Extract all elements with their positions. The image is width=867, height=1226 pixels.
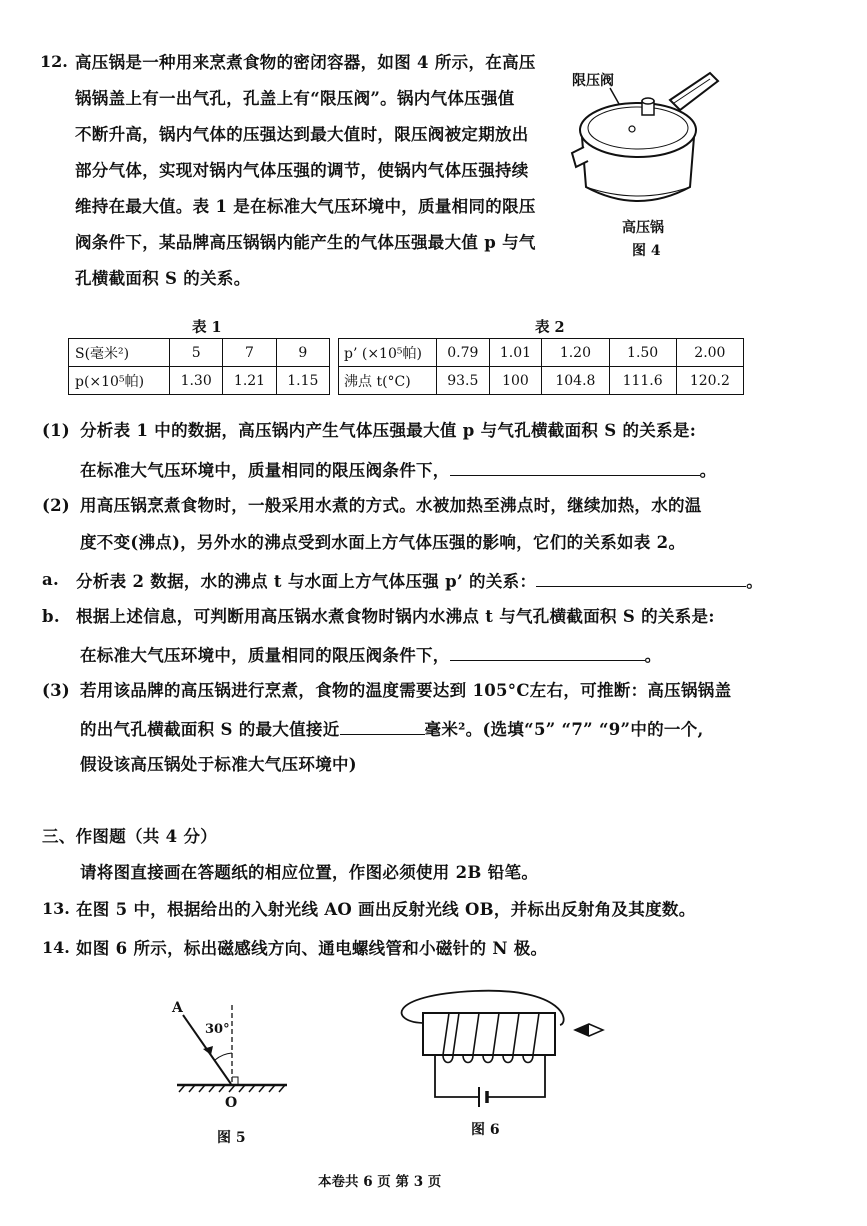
answer-blank[interactable] (536, 569, 746, 587)
figure-5 (165, 995, 295, 1145)
q12-line: 不断升高，锅内气体的压强达到最大值时，限压阀被定期放出 (75, 125, 529, 144)
sub-question-label: (2) (42, 496, 70, 515)
subb-line2-text: 在标准大气压环境中，质量相同的限压阀条件下， (80, 646, 450, 665)
table-cell: 1.15 (276, 367, 329, 395)
sub-question-label: a. (42, 570, 60, 589)
solenoid-diagram (385, 985, 625, 1120)
figure-5-caption: 图 5 (217, 1130, 246, 1146)
table-cell: 0.79 (437, 339, 490, 367)
table-cell: 5 (170, 339, 223, 367)
sub1-line2 (80, 458, 716, 482)
table-cell: 7 (223, 339, 276, 367)
answer-blank[interactable] (450, 643, 645, 661)
table-2-caption: 表 2 (535, 319, 565, 336)
section-instruction: 请将图直接画在答题纸的相应位置，作图必须使用 2B 铅笔。 (80, 863, 539, 882)
question-number-14: 14. (42, 938, 70, 957)
question-14-text: 如图 6 所示，标出磁感线方向、通电螺线管和小磁针的 N 极。 (76, 939, 548, 958)
q12-line: 阀条件下，某品牌高压锅锅内能产生的气体压强最大值 p 与气 (75, 233, 536, 252)
section-title: 三、作图题（共 4 分） (42, 827, 218, 846)
angle-label: 30° (205, 1022, 230, 1037)
suba-line (76, 569, 763, 593)
table-cell: 9 (276, 339, 329, 367)
table-cell: p(×10⁵帕) (69, 367, 170, 395)
q12-line: 孔横截面积 S 的关系。 (75, 269, 251, 288)
q12-line: 高压锅是一种用来烹煮食物的密闭容器，如图 4 所示，在高压 (75, 53, 536, 72)
cooker-label: 高压锅 (622, 220, 664, 236)
sub1-line1: 分析表 1 中的数据，高压锅内产生气体压强最大值 p 与气孔横截面积 S 的关系是: (80, 421, 697, 440)
suba-text: 分析表 2 数据，水的沸点 t 与水面上方气体压强 p’ 的关系： (76, 572, 537, 591)
table-2 (338, 338, 744, 395)
table-1 (68, 338, 330, 395)
table-row (69, 367, 330, 395)
sub3-line3: 假设该高压锅处于标准大气压环境中) (80, 755, 357, 774)
page-footer: 本卷共 6 页 第 3 页 (318, 1174, 442, 1190)
table-row (339, 339, 744, 367)
table-cell: 沸点 t(°C) (339, 367, 437, 395)
question-number-13: 13. (42, 899, 70, 918)
pressure-cooker-illustration (570, 55, 730, 215)
figure-6-caption: 图 6 (471, 1122, 500, 1138)
sub-question-label: (3) (42, 681, 70, 700)
sub-question-label: (1) (42, 421, 70, 440)
table-cell: 120.2 (676, 367, 743, 395)
subb-line1: 根据上述信息，可判断用高压锅水煮食物时锅内水沸点 t 与气孔横截面积 S 的关系是: (76, 607, 715, 626)
sub1-line2-text: 在标准大气压环境中，质量相同的限压阀条件下， (80, 461, 450, 480)
table-row (339, 367, 744, 395)
point-o-label: O (225, 1095, 238, 1111)
sub3-line2a: 的出气孔横截面积 S 的最大值接近 (80, 720, 340, 739)
subb-end: 。 (644, 646, 662, 665)
q12-line: 维持在最大值。表 1 是在标准大气压环境中，质量相同的限压 (75, 197, 536, 216)
valve-label: 限压阀 (572, 73, 614, 89)
table-cell: 1.01 (489, 339, 542, 367)
table-cell: 93.5 (437, 367, 490, 395)
table-cell: 1.50 (609, 339, 676, 367)
table-1-caption: 表 1 (192, 319, 222, 336)
suba-end: 。 (746, 572, 764, 591)
table-row (69, 339, 330, 367)
answer-blank[interactable] (450, 458, 700, 476)
table-cell: 2.00 (676, 339, 743, 367)
sub-question-label: b. (42, 607, 60, 626)
table-cell: p’ (×10⁵帕) (339, 339, 437, 367)
answer-blank[interactable] (340, 717, 425, 735)
table-cell: 1.21 (223, 367, 276, 395)
subb-line2 (80, 643, 661, 667)
question-number-12: 12. (40, 52, 68, 71)
sub2-line2: 度不变(沸点)，另外水的沸点受到水面上方气体压强的影响，它们的关系如表 2。 (80, 533, 686, 552)
table-cell: S(毫米²) (69, 339, 170, 367)
table-cell: 1.20 (542, 339, 609, 367)
sub3-line2b: 毫米²。(选填“5” “7” “9”中的一个, (424, 720, 704, 739)
point-a-label: A (172, 1000, 183, 1016)
q12-line: 部分气体，实现对锅内气体压强的调节，使锅内气体压强持续 (75, 161, 529, 180)
sub1-end: 。 (699, 461, 717, 480)
table-cell: 1.30 (170, 367, 223, 395)
sub3-line1: 若用该品牌的高压锅进行烹煮，食物的温度需要达到 105°C左右，可推断：高压锅锅盖 (80, 681, 732, 700)
table-cell: 100 (489, 367, 542, 395)
table-cell: 111.6 (609, 367, 676, 395)
question-13-text: 在图 5 中，根据给出的入射光线 AO 画出反射光线 OB，并标出反射角及其度数。 (76, 900, 696, 919)
figure-4 (570, 55, 730, 265)
figure-6 (385, 985, 625, 1145)
q12-line: 锅锅盖上有一出气孔，孔盖上有“限压阀”。锅内气体压强值 (75, 89, 515, 108)
figure-4-caption: 图 4 (632, 243, 661, 259)
table-cell: 104.8 (542, 367, 609, 395)
sub2-line1: 用高压锅烹煮食物时，一般采用水煮的方式。水被加热至沸点时，继续加热，水的温 (80, 496, 702, 515)
sub3-line2 (80, 717, 704, 741)
